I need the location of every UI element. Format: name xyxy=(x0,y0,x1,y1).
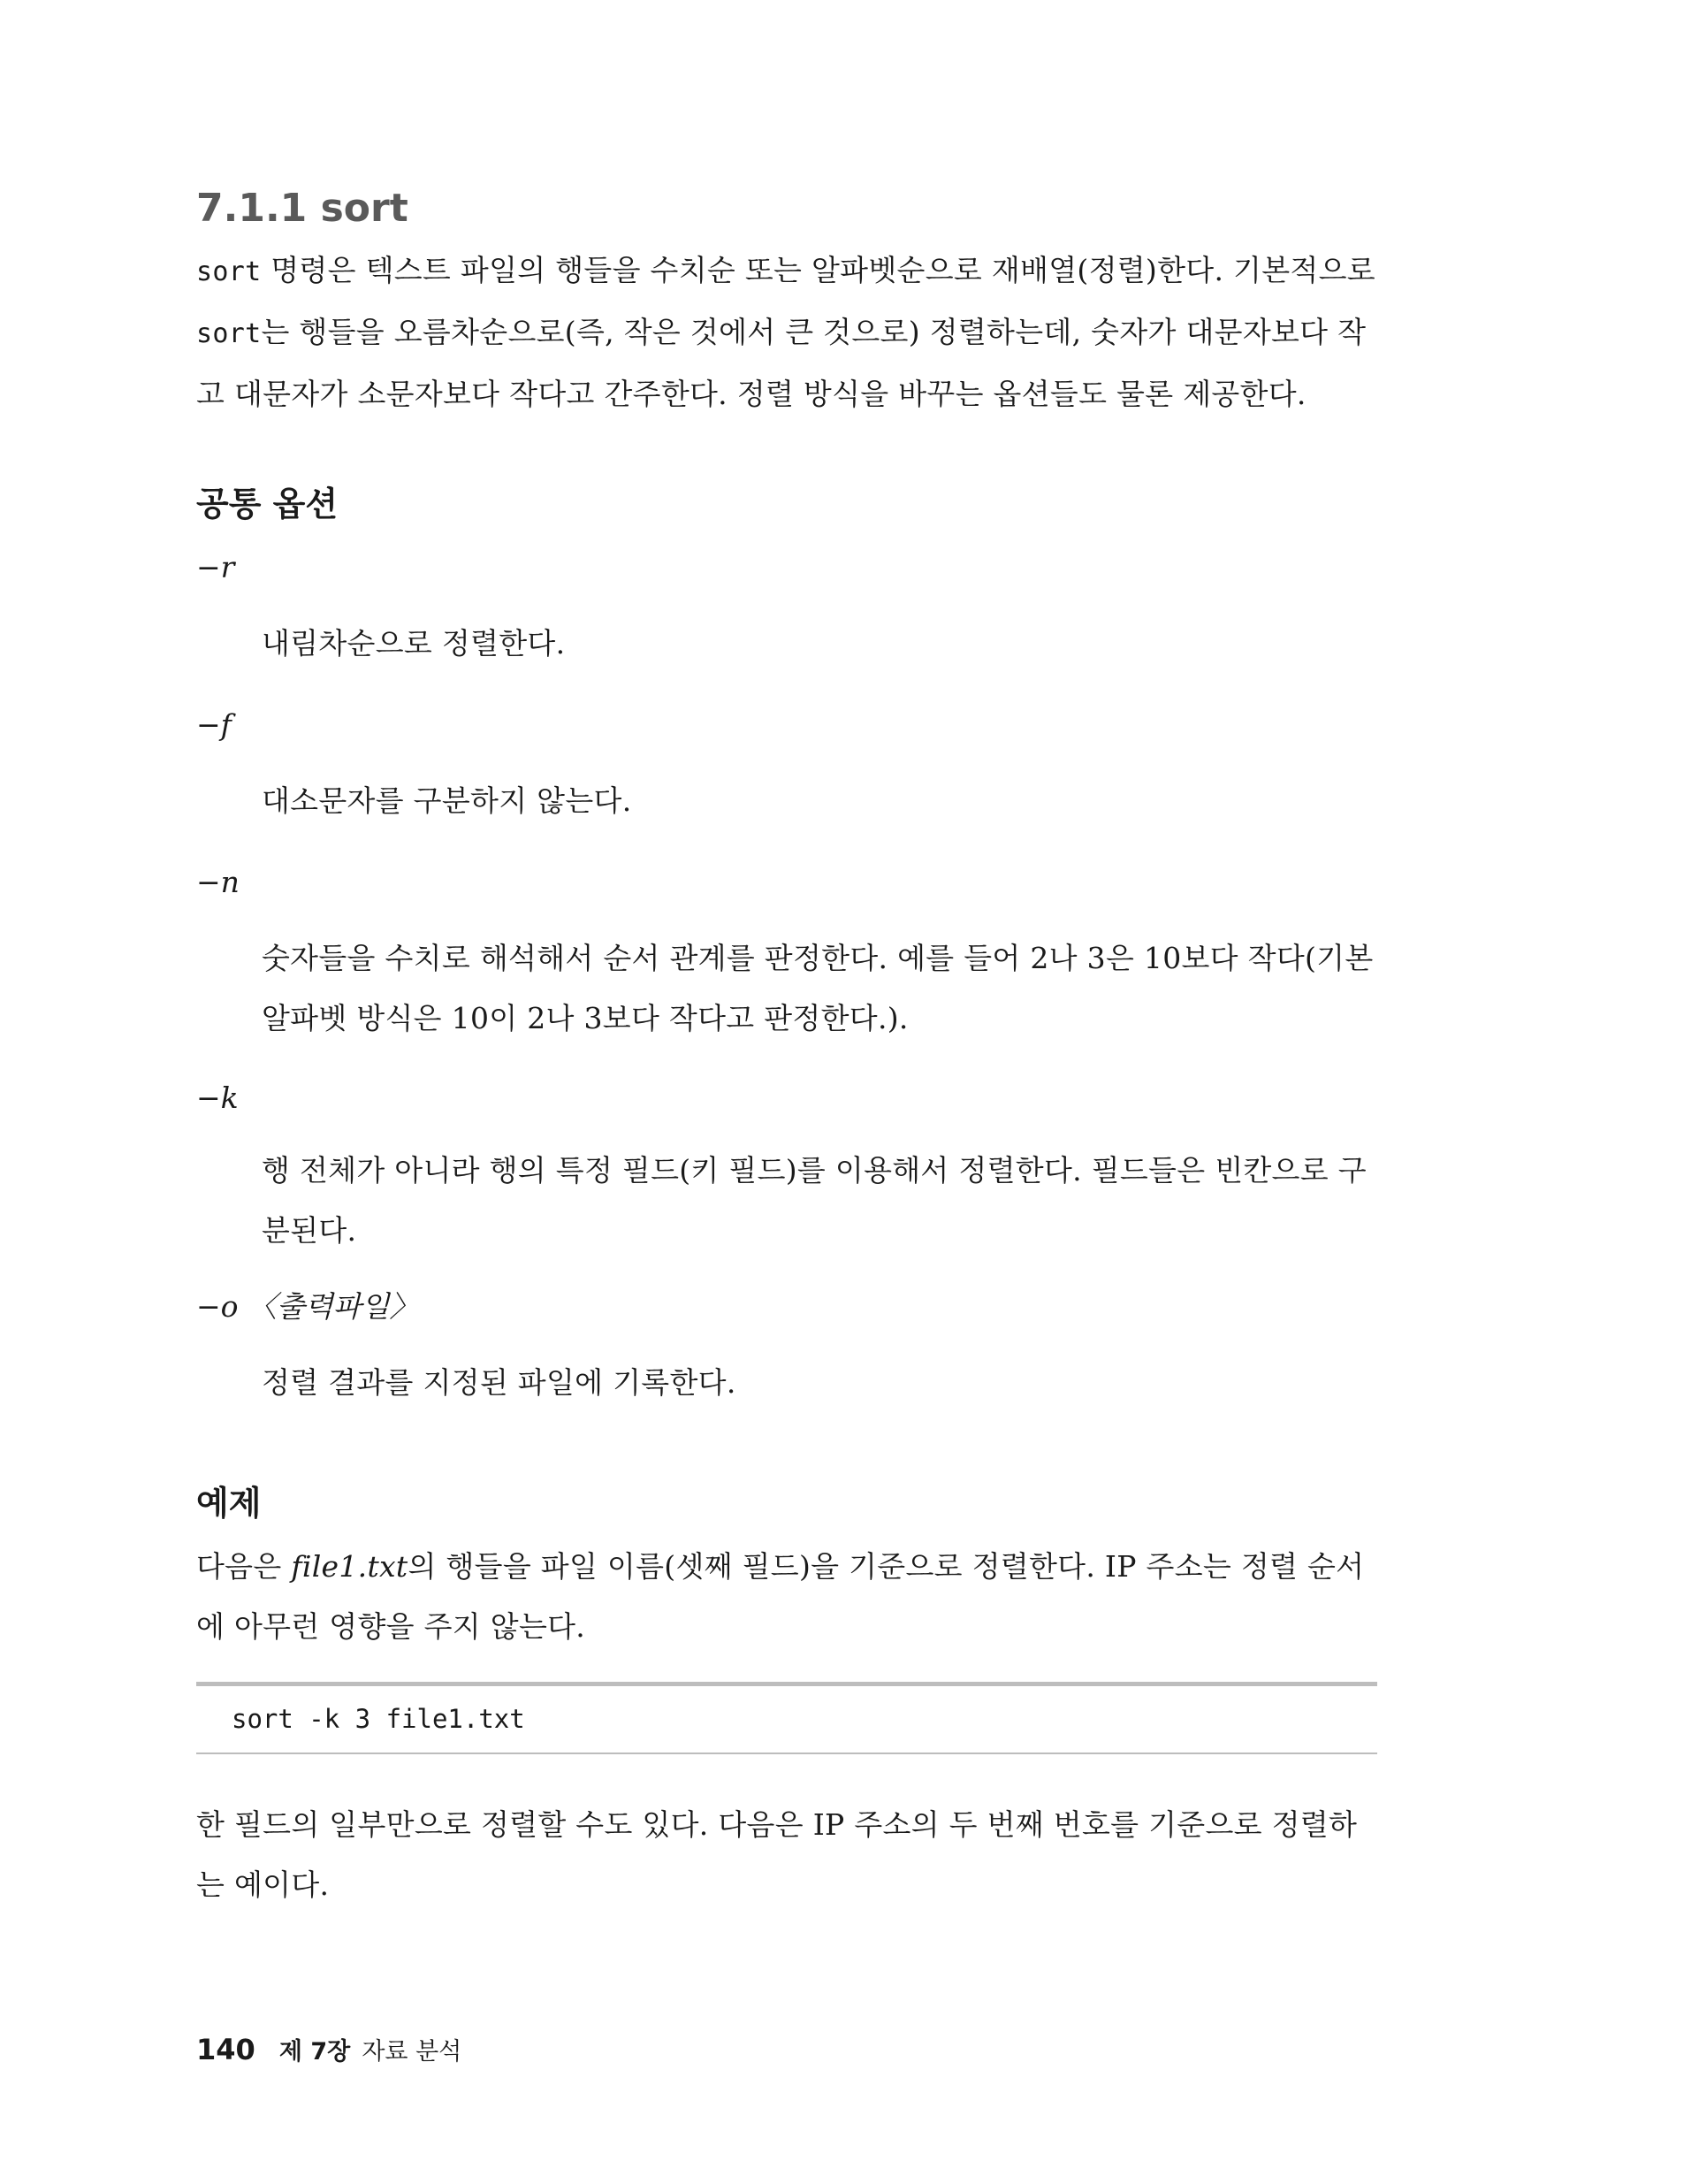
intro-paragraph xyxy=(196,241,1377,424)
example-text-a: 다음은 xyxy=(196,1549,292,1584)
option-desc-r: 내림차순으로 정렬한다. xyxy=(262,626,566,661)
option-term-o: −o 〈출력파일〉 xyxy=(196,1289,419,1324)
options-heading: 공통 옵션 xyxy=(196,485,339,523)
code-line: sort -k 3 file1.txt xyxy=(232,1704,525,1734)
section-title: 7.1.1 sort xyxy=(196,186,408,231)
option-term-f: −f xyxy=(196,707,232,742)
file-name: file1.txt xyxy=(291,1549,408,1584)
inline-code-sort: sort xyxy=(196,318,262,349)
chapter-label: 제 7장 xyxy=(278,2038,351,2066)
example-text-b: 의 행들을 파일 이름(셋째 필드)을 기준으로 정렬한다. IP 주소는 정렬 순서에 아무런 영향을 주지 않는다. xyxy=(196,1549,1365,1644)
after-code-paragraph: 한 필드의 일부만으로 정렬할 수도 있다. 다음은 IP 주소의 두 번째 번호를 기준으로 정렬하는 예이다. xyxy=(196,1807,1358,1902)
option-desc-n: 숫자들을 수치로 해석해서 순서 관계를 판정한다. 예를 들어 2나 3은 10보다 작다(기본 알파벳 방식은 10이 2나 3보다 작다고 판정한다.). xyxy=(262,941,1374,1035)
page-footer xyxy=(196,2032,461,2066)
intro-text-2: 는 행들을 오름차순으로(즉, 작은 것에서 큰 것으로) 정렬하는데, 숫자가 대문자보다 작고 대문자가 소문자보다 작다고 간주한다. 정렬 방식을 바꾸는 옵션들도 물론 제공한다. xyxy=(196,315,1367,411)
document-page xyxy=(196,0,1377,2184)
example-paragraph xyxy=(196,1537,1377,1657)
option-term-n: −n xyxy=(196,865,240,899)
option-desc-k: 행 전체가 아니라 행의 특정 필드(키 필드)를 이용해서 정렬한다. 필드들은 빈칸으로 구분된다. xyxy=(262,1153,1367,1248)
option-desc-o: 정렬 결과를 지정된 파일에 기록한다. xyxy=(262,1365,736,1400)
example-heading: 예제 xyxy=(196,1484,262,1523)
inline-code-sort: sort xyxy=(196,256,262,287)
intro-text-1: 명령은 텍스트 파일의 행들을 수치순 또는 알파벳순으로 재배열(정렬)한다. 기본적으로 xyxy=(261,253,1375,287)
page-number: 140 xyxy=(196,2033,255,2066)
chapter-title: 자료 분석 xyxy=(362,2038,462,2066)
option-term-r: −r xyxy=(196,550,235,584)
code-block xyxy=(196,1682,1377,1754)
option-desc-f: 대소문자를 구분하지 않는다. xyxy=(262,783,632,818)
option-term-k: −k xyxy=(196,1081,239,1115)
